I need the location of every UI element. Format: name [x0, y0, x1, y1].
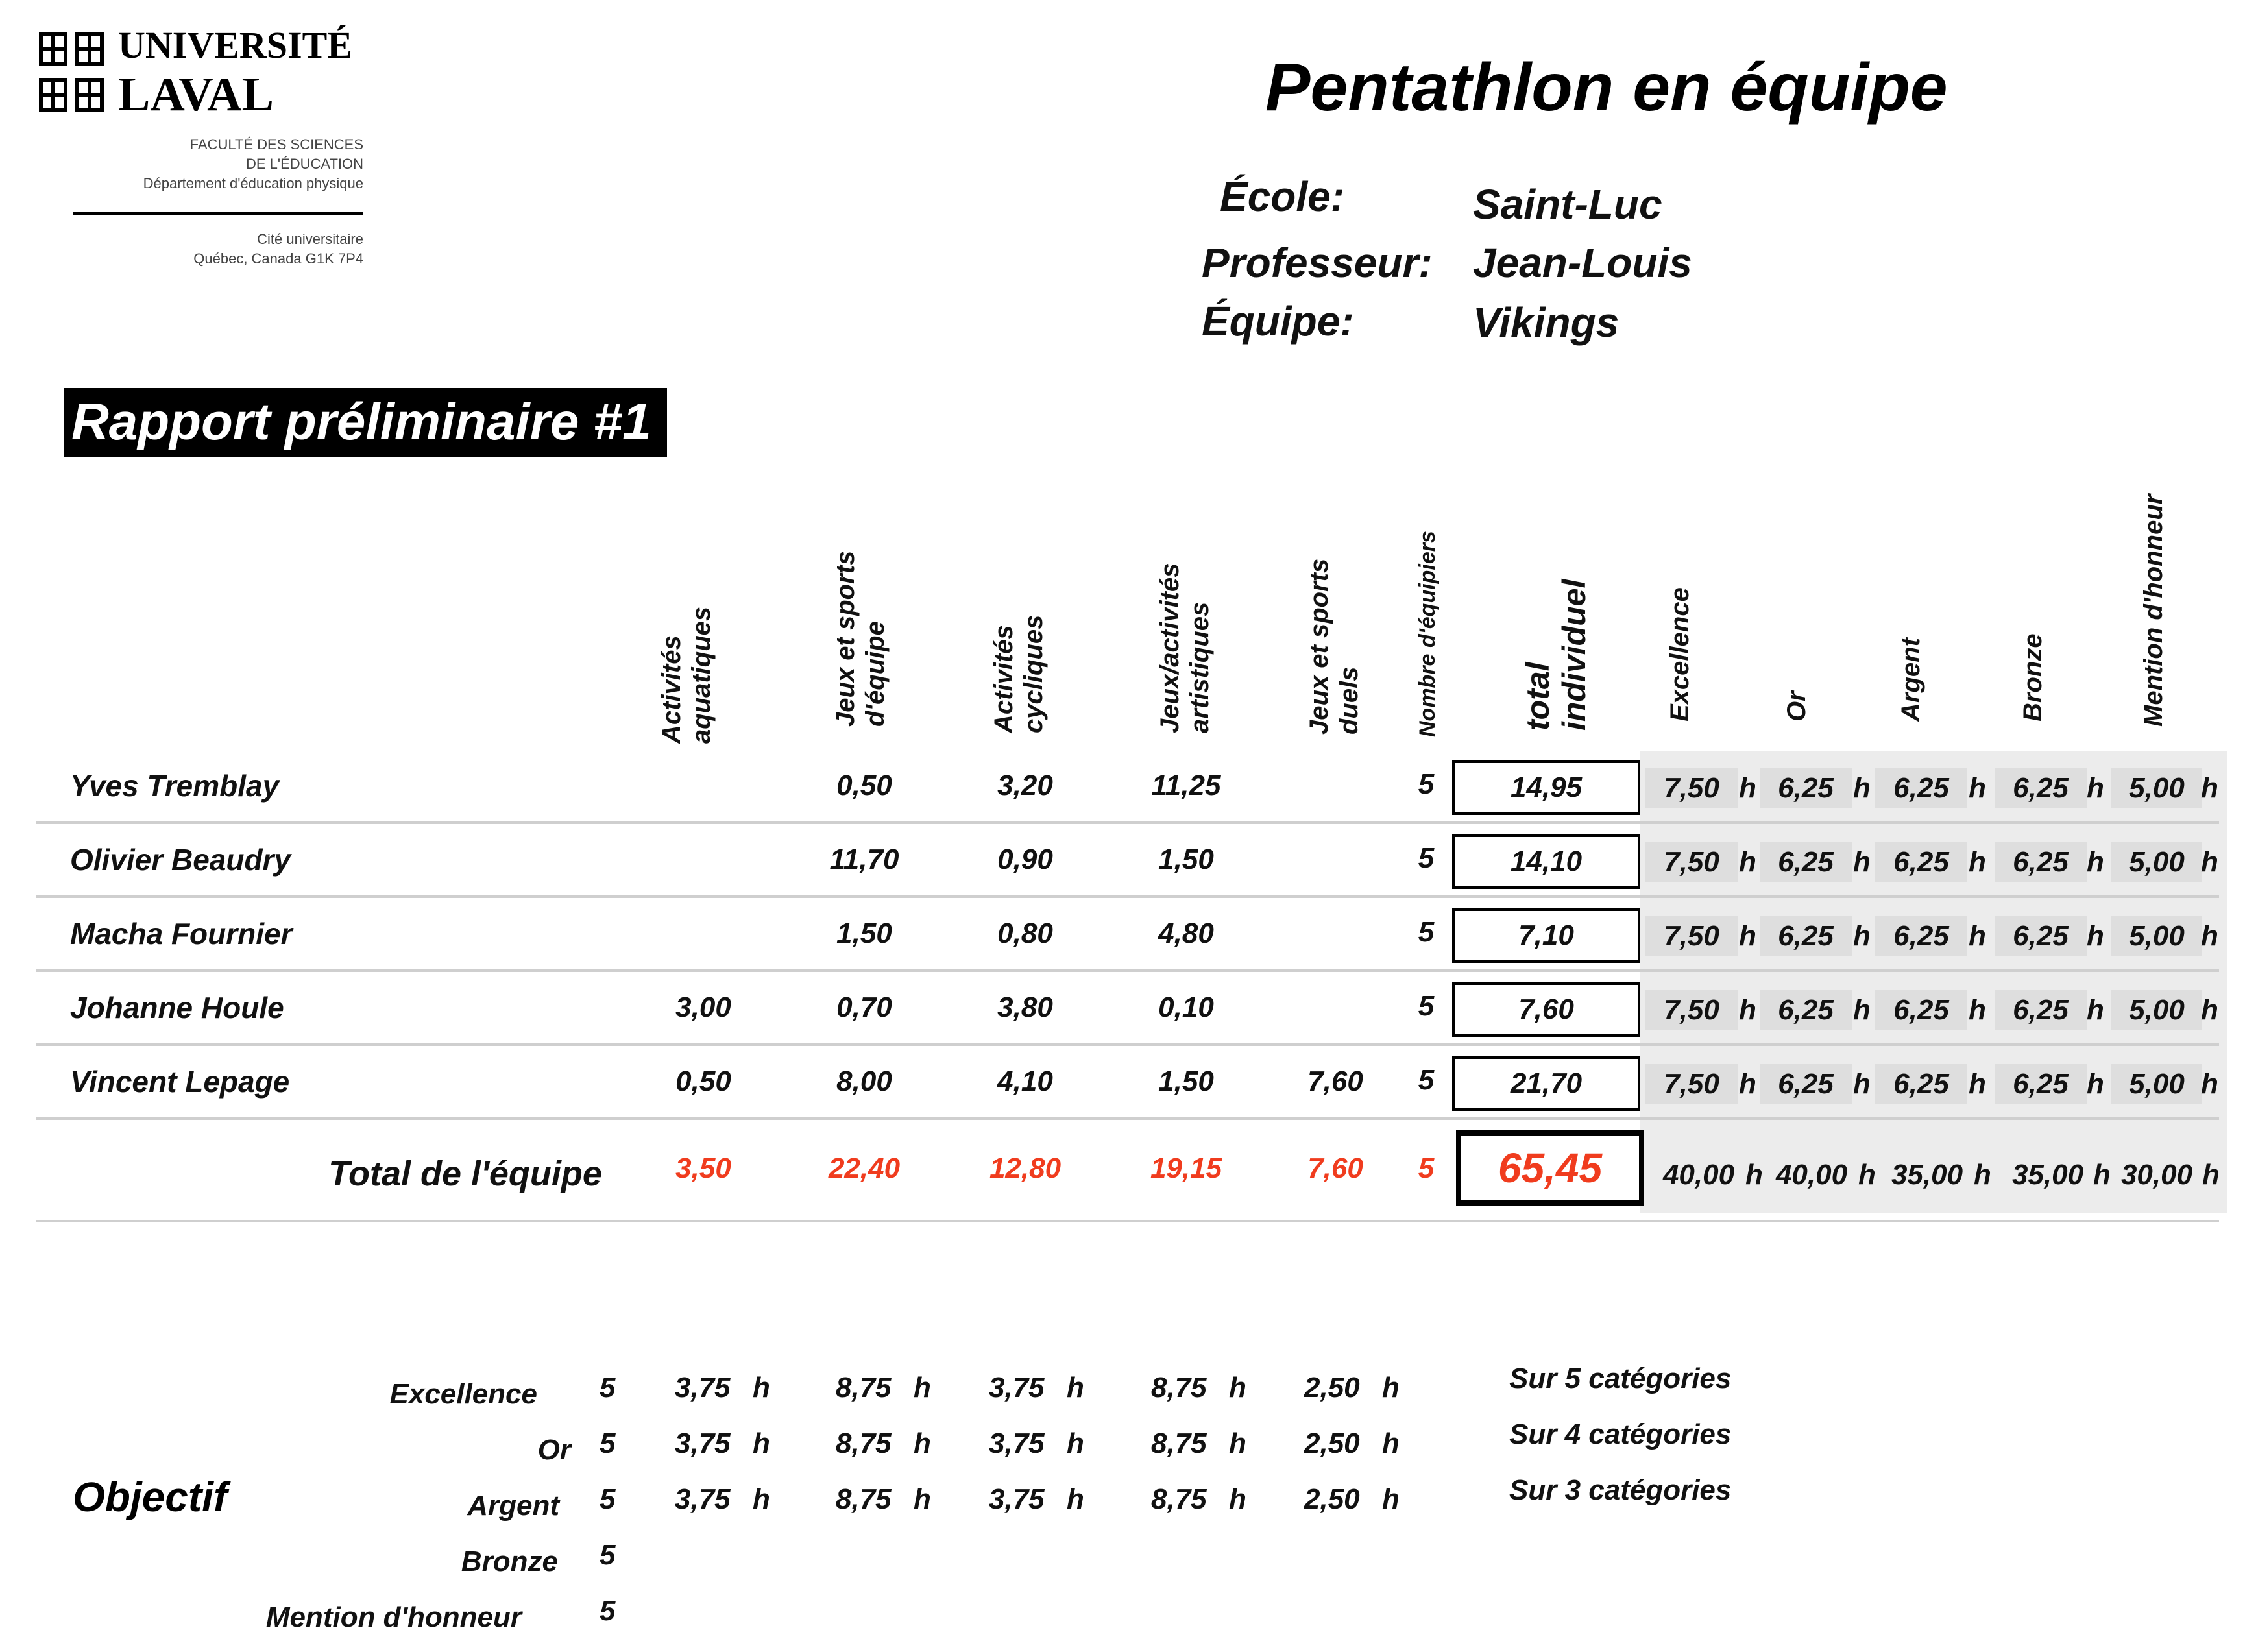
faculty-block	[26, 135, 363, 193]
level-unit: h	[2202, 1159, 2220, 1191]
cell-artistic: 1,50	[1158, 844, 1214, 875]
cell-team-sports: 11,70	[829, 844, 899, 875]
level-value: 6,25	[1995, 916, 2087, 956]
level-unit: h	[2087, 846, 2104, 878]
header-aquatic: Activités aquatiques	[657, 606, 716, 744]
team-total-grand: 65,45	[1456, 1130, 1644, 1206]
logo-divider	[73, 212, 363, 215]
level-value: 5,00	[2111, 1064, 2202, 1104]
team-label: Équipe:	[1202, 298, 1354, 345]
level-unit: h	[2087, 994, 2104, 1026]
header-excellence: Excellence	[1666, 587, 1694, 722]
header-silver: Argent	[1897, 638, 1925, 722]
team-total-aquatic: 3,50	[675, 1152, 731, 1184]
level-band	[1640, 751, 2227, 1213]
objective-value: 2,50	[1304, 1483, 1360, 1515]
objective-label: Objectif	[73, 1474, 228, 1520]
logo-university: UNIVERSITÉ	[118, 24, 352, 66]
objective-value: 8,75	[1151, 1427, 1207, 1459]
header-members: Nombre d'équipiers	[1415, 531, 1440, 737]
level-unit: h	[2087, 772, 2104, 804]
row-divider	[36, 895, 2219, 898]
level-unit: h	[1853, 846, 1871, 878]
crest-icon	[75, 32, 104, 66]
level-value: 6,25	[1875, 768, 1967, 808]
teacher-label: Professeur:	[1202, 239, 1433, 286]
level-value: 6,25	[1995, 768, 2087, 808]
header-team-sports: Jeux et sports d'équipe	[831, 550, 890, 727]
address-block	[26, 230, 363, 269]
level-unit: h	[2087, 1068, 2104, 1100]
level-unit: h	[1739, 846, 1756, 878]
cell-members: 5	[1418, 842, 1435, 874]
objective-level-name: Mention d'honneur	[265, 1601, 522, 1633]
objective-unit: h	[1382, 1372, 1400, 1403]
cell-members: 5	[1418, 990, 1435, 1022]
level-unit: h	[1739, 920, 1756, 952]
cell-members: 5	[1418, 916, 1435, 948]
level-unit: h	[1739, 994, 1756, 1026]
objective-count: 5	[600, 1427, 616, 1459]
team-total-members: 5	[1418, 1152, 1435, 1184]
level-unit: h	[1858, 1159, 1876, 1191]
level-value: 7,50	[1645, 916, 1738, 956]
team-total-level-value: 40,00	[1662, 1159, 1735, 1191]
report-label: Rapport préliminaire #1	[64, 388, 667, 457]
cell-duel: 7,60	[1307, 1065, 1363, 1097]
objective-unit: h	[1382, 1427, 1400, 1459]
objective-value: 8,75	[1151, 1372, 1207, 1403]
crest-icon	[39, 78, 67, 112]
level-value: 6,25	[1760, 916, 1852, 956]
level-value: 6,25	[1875, 842, 1967, 882]
header-honor: Mention d'honneur	[2139, 494, 2168, 727]
school-value: Saint-Luc	[1473, 181, 1662, 228]
objective-level-name: Bronze	[461, 1546, 558, 1577]
cell-cycling: 0,80	[997, 917, 1053, 949]
team-total-level-value: 30,00	[2120, 1159, 2193, 1191]
team-value: Vikings	[1473, 299, 1620, 346]
objective-level-name: Argent	[467, 1490, 559, 1522]
cell-aquatic: 3,00	[675, 991, 731, 1023]
level-value: 6,25	[1995, 1064, 2087, 1104]
objective-unit: h	[1067, 1427, 1084, 1459]
team-total-artistic: 19,15	[1150, 1152, 1222, 1184]
objective-unit: h	[753, 1427, 770, 1459]
cell-artistic: 4,80	[1158, 917, 1214, 949]
level-unit: h	[2201, 994, 2218, 1026]
objective-value: 3,75	[989, 1427, 1045, 1459]
level-value: 6,25	[1995, 990, 2087, 1030]
level-unit: h	[1853, 994, 1871, 1026]
objective-unit: h	[914, 1427, 931, 1459]
objective-count: 5	[600, 1539, 616, 1571]
address-line2: Québec, Canada G1K 7P4	[193, 250, 363, 267]
objective-level-name: Excellence	[389, 1378, 537, 1410]
level-unit: h	[1853, 772, 1871, 804]
header-individual-total: total individuel	[1520, 579, 1592, 731]
cell-individual-total: 14,95	[1452, 760, 1640, 815]
team-total-team-sports: 22,40	[828, 1152, 901, 1184]
level-value: 6,25	[1760, 1064, 1852, 1104]
objective-count: 5	[600, 1483, 616, 1515]
level-value: 5,00	[2111, 842, 2202, 882]
level-unit: h	[1969, 772, 1986, 804]
objective-unit: h	[914, 1372, 931, 1403]
level-value: 7,50	[1645, 842, 1738, 882]
objective-unit: h	[753, 1372, 770, 1403]
crest-icon	[75, 78, 104, 112]
level-value: 6,25	[1760, 842, 1852, 882]
level-value: 7,50	[1645, 1064, 1738, 1104]
objective-value: 2,50	[1304, 1372, 1360, 1403]
school-label: École:	[1220, 173, 1345, 220]
cell-cycling: 3,80	[997, 991, 1053, 1023]
cell-team-sports: 8,00	[836, 1065, 892, 1097]
team-total-duel: 7,60	[1307, 1152, 1363, 1184]
cell-individual-total: 14,10	[1452, 834, 1640, 889]
level-unit: h	[1853, 920, 1871, 952]
cell-team-sports: 0,70	[836, 991, 892, 1023]
cell-aquatic: 0,50	[675, 1065, 731, 1097]
row-divider	[36, 969, 2219, 972]
row-divider	[36, 1043, 2219, 1046]
team-total-label: Total de l'équipe	[328, 1154, 602, 1193]
team-total-level-value: 35,00	[1891, 1159, 1963, 1191]
level-unit: h	[1739, 772, 1756, 804]
objective-value: 2,50	[1304, 1427, 1360, 1459]
page-title: Pentathlon en équipe	[1265, 50, 1948, 125]
cell-artistic: 11,25	[1151, 770, 1221, 801]
objective-unit: h	[1067, 1483, 1084, 1515]
objective-note: Sur 3 catégories	[1509, 1474, 1732, 1506]
level-unit: h	[1739, 1068, 1756, 1100]
level-unit: h	[1974, 1159, 1991, 1191]
address-line1: Cité universitaire	[257, 231, 363, 247]
cell-members: 5	[1418, 768, 1435, 800]
team-total-level-value: 35,00	[2011, 1159, 2084, 1191]
objective-value: 3,75	[989, 1372, 1045, 1403]
cell-individual-total: 7,60	[1452, 982, 1640, 1037]
level-unit: h	[1745, 1159, 1763, 1191]
objective-value: 8,75	[836, 1427, 892, 1459]
level-value: 7,50	[1645, 990, 1738, 1030]
level-unit: h	[2093, 1159, 2111, 1191]
objective-value: 3,75	[675, 1483, 731, 1515]
cell-individual-total: 21,70	[1452, 1056, 1640, 1111]
cell-artistic: 1,50	[1158, 1065, 1214, 1097]
crest-icon	[39, 32, 67, 66]
row-divider	[36, 821, 2219, 824]
objective-unit: h	[1229, 1372, 1246, 1403]
level-unit: h	[2201, 846, 2218, 878]
objective-unit: h	[1229, 1427, 1246, 1459]
objective-unit: h	[1382, 1483, 1400, 1515]
level-unit: h	[1853, 1068, 1871, 1100]
objective-value: 8,75	[836, 1483, 892, 1515]
objective-unit: h	[914, 1483, 931, 1515]
level-value: 5,00	[2111, 768, 2202, 808]
team-total-level-value: 40,00	[1775, 1159, 1848, 1191]
header-duel: Jeux et sports duels	[1305, 558, 1363, 735]
level-value: 7,50	[1645, 768, 1738, 808]
logo-laval: LAVAL	[118, 68, 274, 121]
player-name: Olivier Beaudry	[70, 843, 291, 877]
cell-cycling: 4,10	[997, 1065, 1053, 1097]
header-bronze: Bronze	[2019, 633, 2047, 722]
header-gold: Or	[1782, 691, 1811, 722]
faculty-line1: FACULTÉ DES SCIENCES	[189, 136, 363, 152]
cell-cycling: 0,90	[997, 844, 1053, 875]
team-total-cycling: 12,80	[989, 1152, 1062, 1184]
objective-count: 5	[600, 1372, 616, 1403]
level-unit: h	[2201, 920, 2218, 952]
player-name: Macha Fournier	[70, 917, 293, 951]
objective-value: 8,75	[836, 1372, 892, 1403]
teacher-value: Jean-Louis	[1473, 239, 1692, 286]
objective-note: Sur 4 catégories	[1509, 1418, 1732, 1450]
department-line: Département d'éducation physique	[143, 175, 363, 191]
cell-members: 5	[1418, 1064, 1435, 1096]
player-name: Vincent Lepage	[70, 1065, 290, 1099]
objective-note: Sur 5 catégories	[1509, 1363, 1732, 1394]
cell-cycling: 3,20	[997, 770, 1053, 801]
level-unit: h	[1969, 1068, 1986, 1100]
objective-unit: h	[753, 1483, 770, 1515]
level-value: 6,25	[1875, 1064, 1967, 1104]
level-unit: h	[1969, 846, 1986, 878]
level-value: 6,25	[1995, 842, 2087, 882]
level-value: 6,25	[1760, 768, 1852, 808]
level-value: 5,00	[2111, 990, 2202, 1030]
level-value: 6,25	[1875, 990, 1967, 1030]
table-bottom-divider	[36, 1220, 2219, 1222]
cell-individual-total: 7,10	[1452, 908, 1640, 963]
level-unit: h	[2201, 1068, 2218, 1100]
objective-value: 3,75	[989, 1483, 1045, 1515]
objective-value: 3,75	[675, 1427, 731, 1459]
objective-unit: h	[1067, 1372, 1084, 1403]
level-unit: h	[2201, 772, 2218, 804]
cell-team-sports: 0,50	[836, 770, 892, 801]
player-name: Yves Tremblay	[70, 769, 280, 803]
objective-value: 8,75	[1151, 1483, 1207, 1515]
level-unit: h	[1969, 994, 1986, 1026]
objective-value: 3,75	[675, 1372, 731, 1403]
faculty-line2: DE L'ÉDUCATION	[245, 156, 363, 172]
header-cycling: Activités cycliques	[989, 614, 1048, 733]
cell-team-sports: 1,50	[836, 917, 892, 949]
header-artistic: Jeux/activités artistiques	[1156, 563, 1214, 733]
row-divider	[36, 1117, 2219, 1120]
level-unit: h	[1969, 920, 1986, 952]
level-unit: h	[2087, 920, 2104, 952]
cell-artistic: 0,10	[1158, 991, 1214, 1023]
level-value: 5,00	[2111, 916, 2202, 956]
level-value: 6,25	[1760, 990, 1852, 1030]
objective-count: 5	[600, 1595, 616, 1627]
player-name: Johanne Houle	[70, 991, 284, 1025]
objective-unit: h	[1229, 1483, 1246, 1515]
objective-level-name: Or	[537, 1434, 571, 1466]
level-value: 6,25	[1875, 916, 1967, 956]
